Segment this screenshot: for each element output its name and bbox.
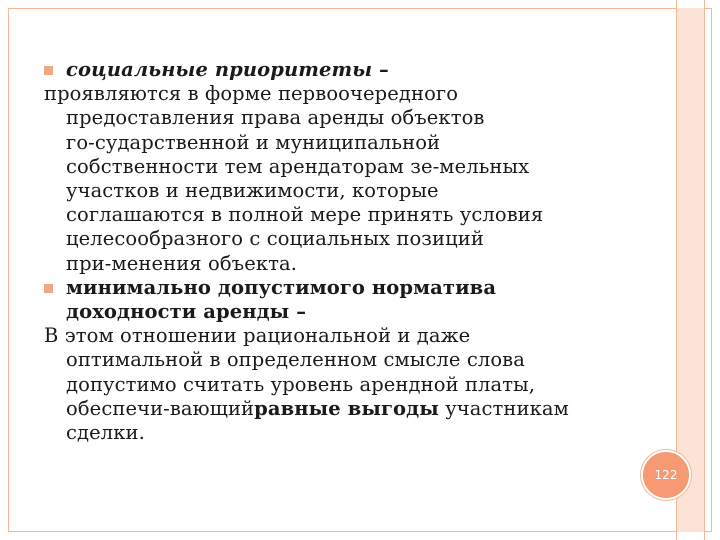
text-line-mixed xyxy=(44,397,634,421)
text-line: участков и недвижимости, которые xyxy=(66,179,439,203)
text-line: допустимо считать уровень арендной платы, xyxy=(66,372,536,396)
text-line: В этом отношении рациональной и даже xyxy=(44,324,471,348)
text-line: предоставления права аренды объектов xyxy=(66,106,485,130)
item-title: социальные приоритеты – xyxy=(66,58,389,81)
item-title-cont: доходности аренды – xyxy=(66,300,307,324)
item-title: минимально допустимого норматива xyxy=(66,275,497,299)
square-bullet-icon xyxy=(44,66,53,75)
square-bullet-icon xyxy=(44,284,53,293)
text-fragment: обеспечи-вающий xyxy=(66,396,255,420)
text-line: собственности тем арендаторам зе-мельных xyxy=(66,154,530,178)
text-line: при-менения объекта. xyxy=(66,251,298,275)
text-line: го-сударственной и муниципальной xyxy=(66,130,441,154)
frame-line-right xyxy=(704,0,705,540)
text-line: оптимальной в определенном смысле слова xyxy=(66,348,525,372)
text-line: сделки. xyxy=(66,421,145,445)
text-line: проявляются в форме первоочередного xyxy=(44,82,459,106)
bullet-item-min-norm xyxy=(44,276,634,300)
decorative-band xyxy=(676,8,704,532)
emphasis-text: равные выгоды xyxy=(254,396,439,420)
bullet-item-social-priorities xyxy=(44,58,634,82)
text-fragment: участникам xyxy=(438,396,569,420)
slide-content xyxy=(44,58,634,445)
page-number-badge: 122 xyxy=(641,450,691,500)
text-line: соглашаются в полной мере принять условия xyxy=(66,203,544,227)
text-line: целесообразного с социальных позиций xyxy=(66,227,484,251)
